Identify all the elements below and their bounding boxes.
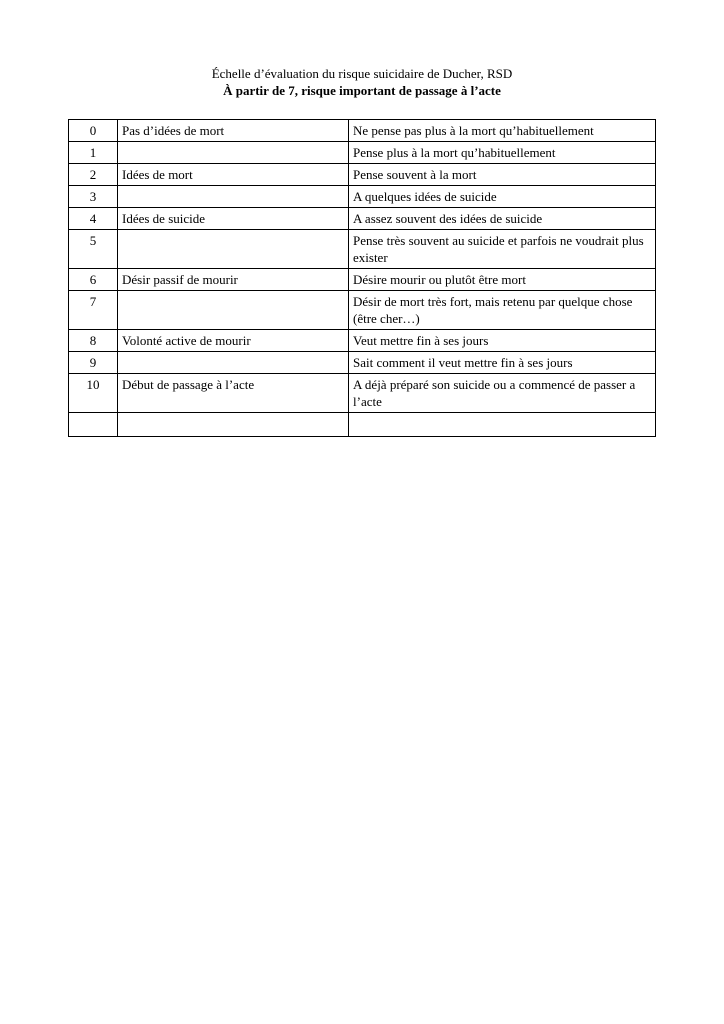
description-cell: Désire mourir ou plutôt être mort <box>349 269 656 291</box>
table-row <box>69 230 656 269</box>
level-cell <box>118 291 349 330</box>
level-cell: Début de passage à l’acte <box>118 374 349 413</box>
table-row <box>69 330 656 352</box>
score-cell: 5 <box>69 230 118 269</box>
level-cell <box>118 142 349 164</box>
level-cell: Désir passif de mourir <box>118 269 349 291</box>
description-cell: Veut mettre fin à ses jours <box>349 330 656 352</box>
description-cell: Ne pense pas plus à la mort qu’habituellement <box>349 120 656 142</box>
description-cell: Pense très souvent au suicide et parfois ne voudrait plus exister <box>349 230 656 269</box>
table-row <box>69 164 656 186</box>
table-row <box>69 120 656 142</box>
score-cell: 0 <box>69 120 118 142</box>
table-row <box>69 208 656 230</box>
level-cell <box>118 230 349 269</box>
document-subtitle: À partir de 7, risque important de passage à l’acte <box>223 83 501 98</box>
score-cell: 9 <box>69 352 118 374</box>
description-cell: A assez souvent des idées de suicide <box>349 208 656 230</box>
score-cell: 1 <box>69 142 118 164</box>
risk-scale-table <box>68 119 656 437</box>
score-cell: 4 <box>69 208 118 230</box>
level-cell: Pas d’idées de mort <box>118 120 349 142</box>
table-row <box>69 142 656 164</box>
description-cell: Désir de mort très fort, mais retenu par quelque chose (être cher…) <box>349 291 656 330</box>
score-cell: 10 <box>69 374 118 413</box>
level-cell: Idées de suicide <box>118 208 349 230</box>
description-cell <box>349 413 656 437</box>
table-row <box>69 374 656 413</box>
table-row <box>69 291 656 330</box>
table-row <box>69 352 656 374</box>
description-cell: Sait comment il veut mettre fin à ses jours <box>349 352 656 374</box>
score-cell <box>69 413 118 437</box>
score-cell: 2 <box>69 164 118 186</box>
description-cell: A déjà préparé son suicide ou a commencé de passer a l’acte <box>349 374 656 413</box>
level-cell <box>118 186 349 208</box>
table-row <box>69 186 656 208</box>
description-cell: Pense souvent à la mort <box>349 164 656 186</box>
table-row <box>69 269 656 291</box>
score-cell: 8 <box>69 330 118 352</box>
description-cell: A quelques idées de suicide <box>349 186 656 208</box>
score-cell: 6 <box>69 269 118 291</box>
level-cell <box>118 352 349 374</box>
level-cell <box>118 413 349 437</box>
score-cell: 7 <box>69 291 118 330</box>
document-title: Échelle d’évaluation du risque suicidaire de Ducher, RSD <box>211 66 513 81</box>
level-cell: Idées de mort <box>118 164 349 186</box>
description-cell: Pense plus à la mort qu’habituellement <box>349 142 656 164</box>
score-cell: 3 <box>69 186 118 208</box>
level-cell: Volonté active de mourir <box>118 330 349 352</box>
table-row-empty <box>69 413 656 437</box>
